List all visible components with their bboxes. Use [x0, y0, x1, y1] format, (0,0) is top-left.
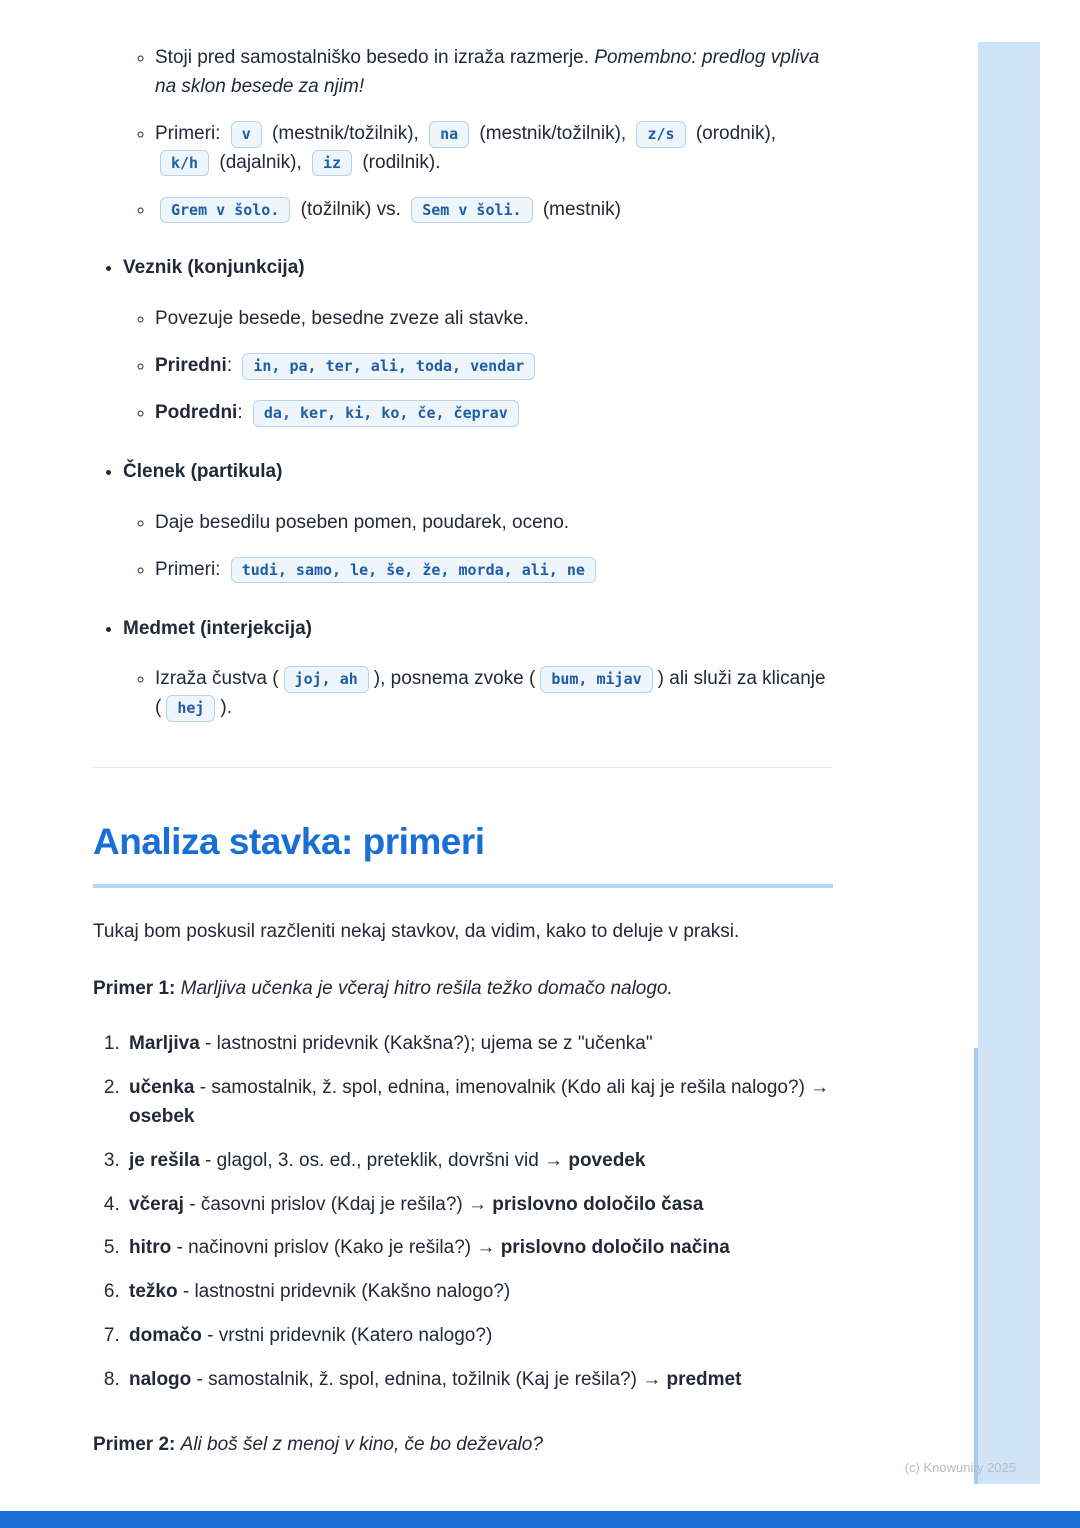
code-chip: Sem v šoli.: [411, 197, 532, 224]
analysis-item: 5. hitro - načinovni prislov (Kako je rešila?) → prislovno določilo načina: [125, 1234, 833, 1263]
bold-text: prislovno določilo načina: [500, 1237, 730, 1259]
clenek-sublist: [123, 509, 833, 585]
italic-text: Ali boš šel z menoj v kino, če bo deževalo?: [180, 1433, 543, 1455]
code-chip: v: [231, 121, 262, 148]
code-chip: hej: [166, 695, 215, 722]
code-chip: k/h: [160, 150, 209, 177]
analysis-item: 2. učenka - samostalnik, ž. spol, ednina, imenovalnik (Kdo ali kaj je rešila nalogo?) → osebek: [125, 1074, 833, 1132]
bold-text: predmet: [666, 1369, 742, 1391]
predlog-sublist: [93, 44, 833, 224]
primer-2-line: [93, 1431, 833, 1460]
bold-text: včeraj: [129, 1193, 184, 1215]
analysis-item: 1. Marljiva - lastnostni pridevnik (Kakšna?); ujema se z "učenka": [125, 1030, 833, 1059]
list-item-veznik: [123, 254, 833, 428]
list-item: ◦ Primeri: tudi, samo, le, še, že, morda, ali, ne: [155, 556, 833, 585]
analysis-item: 6. težko - lastnostni pridevnik (Kakšno nalogo?): [125, 1278, 833, 1307]
bold-text: težko: [129, 1281, 178, 1303]
list-item: ◦ Grem v šolo. (tožilnik) vs. Sem v šoli. (mestnik): [155, 196, 833, 225]
parts-of-speech-list: [93, 254, 833, 723]
bold-text: hitro: [129, 1237, 172, 1259]
analysis-item: 4. včeraj - časovni prislov (Kdaj je rešila?) → prislovno določilo časa: [125, 1191, 833, 1220]
code-chip: in, pa, ter, ali, toda, vendar: [242, 353, 535, 380]
code-chip: tudi, samo, le, še, že, morda, ali, ne: [231, 557, 596, 584]
scrollbar-thumb[interactable]: [974, 1048, 978, 1484]
list-item: ◦ Povezuje besede, besedne zveze ali stavke.: [155, 305, 833, 334]
bold-text: povedek: [568, 1149, 646, 1171]
list-item: ◦ Stoji pred samostalniško besedo in izraža razmerje. Pomembno: predlog vpliva na sklon besede za njim!: [155, 44, 833, 102]
analysis-item: 3. je rešila - glagol, 3. os. ed., preteklik, dovršni vid → povedek: [125, 1147, 833, 1176]
list-item: ◦ Daje besedilu poseben pomen, poudarek, oceno.: [155, 509, 833, 538]
scrollbar-track[interactable]: [978, 42, 1040, 1484]
bold-text: Veznik (konjunkcija): [123, 257, 305, 279]
veznik-sublist: [123, 305, 833, 428]
bold-text: Priredni: [155, 355, 227, 377]
code-chip: da, ker, ki, ko, če, čeprav: [253, 400, 519, 427]
bold-text: je rešila: [129, 1149, 200, 1171]
code-chip: z/s: [636, 121, 685, 148]
content-column: [93, 44, 833, 1486]
code-chip: Grem v šolo.: [160, 197, 290, 224]
list-item: ◦ Priredni: in, pa, ter, ali, toda, vendar: [155, 352, 833, 381]
bold-text: prislovno določilo časa: [492, 1193, 704, 1215]
italic-text: Pomembno: predlog vpliva na sklon besede za njim!: [155, 47, 820, 97]
list-item: ◦ Primeri: v (mestnik/tožilnik), na (mestnik/tožilnik), z/s (orodnik), k/h (dajalnik), iz (rodilnik).: [155, 120, 833, 178]
code-chip: bum, mijav: [540, 666, 652, 693]
intro-paragraph: Tukaj bom poskusil razčleniti nekaj stavkov, da vidim, kako to deluje v praksi.: [93, 921, 740, 943]
list-item-clenek: [123, 458, 833, 585]
section-divider: [93, 767, 833, 768]
list-item: ◦ Podredni: da, ker, ki, ko, če, čeprav: [155, 399, 833, 428]
copyright-text: (c) Knowunity 2025: [904, 1460, 1016, 1475]
analysis-item: 8. nalogo - samostalnik, ž. spol, ednina, tožilnik (Kaj je rešila?) → predmet: [125, 1366, 833, 1395]
bold-text: Podredni: [155, 402, 238, 423]
bold-text: Marljiva: [129, 1033, 200, 1055]
bold-text: učenka: [129, 1076, 195, 1098]
code-chip: joj, ah: [284, 666, 369, 693]
analysis-item: 7. domačo - vrstni pridevnik (Katero nalogo?): [125, 1322, 833, 1351]
clenek-title: [123, 461, 282, 482]
code-chip: na: [429, 121, 469, 148]
bold-text: Primer 1:: [93, 978, 176, 1000]
page-title: Analiza stavka: primeri: [93, 814, 833, 888]
bold-text: Medmet (interjekcija): [123, 617, 312, 639]
primer-1-line: [93, 975, 833, 1004]
medmet-sublist: [123, 665, 833, 723]
list-item-medmet: [123, 615, 833, 724]
italic-text: Marljiva učenka je včeraj hitro rešila težko domačo nalogo.: [180, 978, 673, 1000]
list-item: ◦ Izraža čustva ( joj, ah ), posnema zvoke ( bum, mijav ) ali služi za klicanje ( hej ).: [155, 665, 833, 723]
bold-text: nalogo: [129, 1369, 192, 1391]
bold-text: Členek (partikula): [123, 460, 283, 482]
medmet-title: [123, 618, 312, 639]
sentence-analysis-list: [93, 1030, 833, 1395]
code-chip: iz: [312, 150, 352, 177]
bold-text: osebek: [129, 1105, 195, 1127]
bottom-accent-bar: [0, 1511, 1080, 1528]
bold-text: domačo: [129, 1325, 202, 1347]
bold-text: Primer 2:: [93, 1433, 176, 1455]
veznik-title: [123, 257, 305, 278]
